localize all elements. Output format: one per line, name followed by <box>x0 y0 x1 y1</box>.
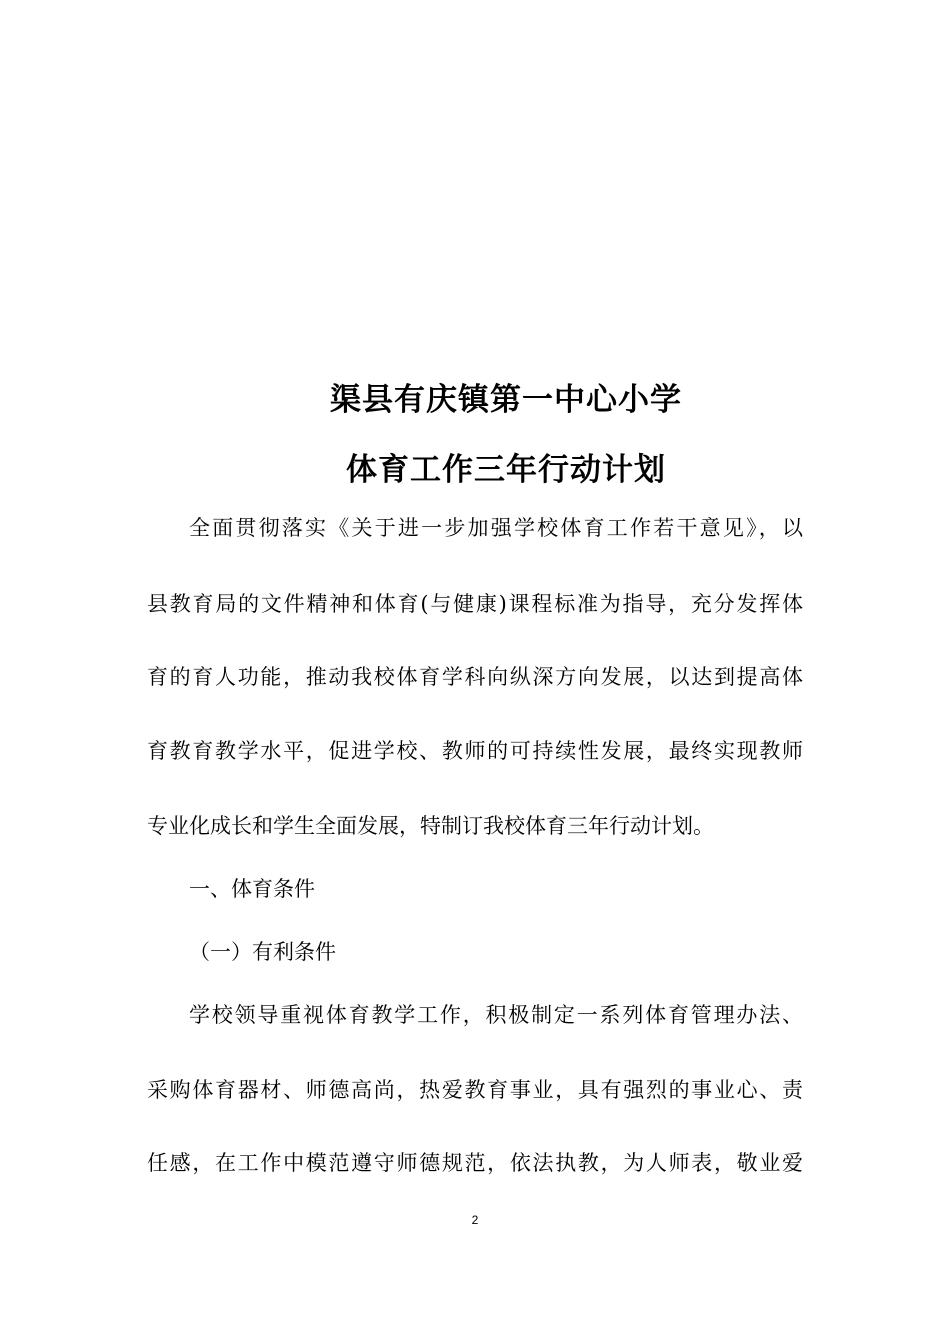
document-title-line-2: 体育工作三年行动计划 <box>346 452 666 488</box>
paragraph-2-line-2: 采购体育器材、师德高尚，热爱教育事业，具有强烈的事业心、责 <box>147 1078 803 1102</box>
page-number: 2 <box>471 1213 479 1227</box>
paragraph-1-line-5: 专业化成长和学生全面发展，特制订我校体育三年行动计划。 <box>147 814 714 838</box>
document-title-line-1: 渠县有庆镇第一中心小学 <box>330 382 682 418</box>
paragraph-1-line-4: 育教育教学水平，促进学校、教师的可持续性发展，最终实现教师 <box>147 739 803 763</box>
paragraph-1-line-3: 育的育人功能，推动我校体育学科向纵深方向发展，以达到提高体 <box>147 665 803 689</box>
section-heading-2: （一）有利条件 <box>189 940 336 964</box>
paragraph-2-line-1: 学校领导重视体育教学工作，积极制定一系列体育管理办法、 <box>189 1003 803 1027</box>
paragraph-1-line-2: 县教育局的文件精神和体育(与健康)课程标准为指导，充分发挥体 <box>147 592 803 616</box>
paragraph-2-line-3: 任感，在工作中模范遵守师德规范，依法执教，为人师表，敬业爱 <box>147 1151 803 1175</box>
paragraph-1-line-1: 全面贯彻落实《关于进一步加强学校体育工作若干意见》，以 <box>189 516 803 540</box>
section-heading-1: 一、体育条件 <box>189 877 315 901</box>
